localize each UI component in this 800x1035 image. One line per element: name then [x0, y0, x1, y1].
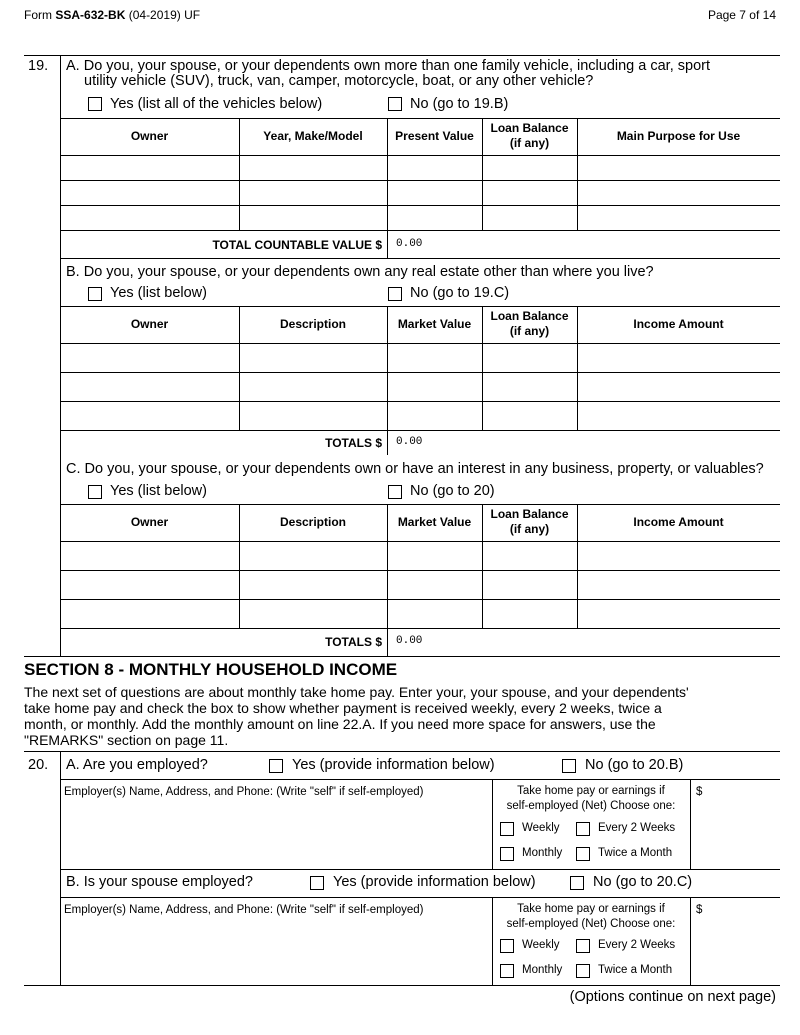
q19b-yes-checkbox[interactable] [88, 287, 102, 301]
twice-a-month-label: Twice a Month [598, 847, 673, 859]
q19c-question: C. Do you, your spouse, or your dependents own or have an interest in any business, property, or valuables? [66, 461, 764, 477]
q20a-yes-checkbox[interactable] [269, 759, 283, 773]
q20b-employer-block [60, 897, 780, 985]
pay-label: Take home pay or earnings if self-employed (Net) Choose one: [506, 785, 676, 812]
q19b-question: B. Do you, your spouse, or your dependents own any real estate other than where you live? [66, 264, 654, 280]
every-2-weeks-checkbox[interactable] [576, 822, 590, 836]
col-owner: Owner [130, 129, 169, 143]
q19a-question: A. Do you, your spouse, or your dependents own more than one family vehicle, including a car, sport [66, 58, 710, 74]
q19a-yes-label: Yes (list all of the vehicles below) [110, 96, 323, 112]
pay-label: Take home pay or earnings if self-employed (Net) Choose one: [506, 903, 676, 930]
amount-dollar-sign: $ [696, 904, 703, 916]
monthly-checkbox[interactable] [500, 847, 514, 861]
q20a-question: A. Are you employed? [66, 757, 208, 773]
form-id: Form SSA-632-BK (04-2019) UF [24, 8, 201, 22]
employer-info-label: Employer(s) Name, Address, and Phone: (Write "self" if self-employed) [64, 904, 424, 916]
col-owner: Owner [130, 515, 169, 529]
question-number: 19. [28, 58, 49, 74]
monthly-label: Monthly [522, 847, 563, 859]
q19c-yes-label: Yes (list below) [110, 483, 207, 499]
col-loan-balance: Loan Balance (if any) [490, 309, 569, 338]
every-2-weeks-checkbox[interactable] [576, 939, 590, 953]
q19b-no-checkbox[interactable] [388, 287, 402, 301]
q20b-no-checkbox[interactable] [570, 876, 584, 890]
q20a-employer-block [60, 779, 780, 869]
section-intro-line: "REMARKS" section on page 11. [24, 732, 229, 748]
q20b-question: B. Is your spouse employed? [66, 874, 253, 890]
total-value-field[interactable]: 0.00 [396, 635, 423, 647]
divider [24, 751, 780, 752]
q20a-yes-label: Yes (provide information below) [292, 757, 495, 773]
divider [24, 55, 780, 56]
section-intro-line: take home pay and check the box to show whether payment is received weekly, every 2 weeks, twice a [24, 700, 662, 716]
col-income-amount: Income Amount [633, 515, 724, 529]
total-label: TOTALS $ [325, 436, 382, 450]
col-year-make-model: Year, Make/Model [263, 129, 363, 143]
employer-info-label: Employer(s) Name, Address, and Phone: (Write "self" if self-employed) [64, 786, 424, 798]
col-description: Description [279, 317, 346, 331]
q19a-no-checkbox[interactable] [388, 97, 402, 111]
weekly-label: Weekly [522, 822, 560, 834]
q19a-vehicle-table [60, 118, 780, 258]
col-market-value: Market Value [397, 317, 472, 331]
col-main-purpose: Main Purpose for Use [616, 129, 741, 143]
total-label: TOTAL COUNTABLE VALUE $ [212, 238, 382, 252]
q19a-question-cont: utility vehicle (SUV), truck, van, camper, motorcycle, boat, or any other vehicle? [84, 73, 594, 89]
q19b-yes-label: Yes (list below) [110, 285, 207, 301]
q20a-no-label: No (go to 20.B) [585, 757, 684, 773]
question-number: 20. [28, 757, 49, 773]
q20a-no-checkbox[interactable] [562, 759, 576, 773]
col-present-value: Present Value [395, 129, 474, 143]
q19c-no-label: No (go to 20) [410, 483, 495, 499]
monthly-label: Monthly [522, 964, 563, 976]
section-title: SECTION 8 - MONTHLY HOUSEHOLD INCOME [24, 660, 398, 679]
col-description: Description [279, 515, 346, 529]
q20b-yes-checkbox[interactable] [310, 876, 324, 890]
col-market-value: Market Value [397, 515, 472, 529]
q20b-no-label: No (go to 20.C) [593, 874, 693, 890]
amount-dollar-sign: $ [696, 786, 703, 798]
section-intro-line: month, or monthly. Add the monthly amount on line 22.A. If you need more space for answers, use the [24, 716, 656, 732]
col-income-amount: Income Amount [633, 317, 724, 331]
every-2-weeks-label: Every 2 Weeks [598, 939, 676, 951]
q19b-real-estate-table [60, 306, 780, 455]
col-owner: Owner [130, 317, 169, 331]
q20b-yes-label: Yes (provide information below) [333, 874, 536, 890]
col-loan-balance: Loan Balance (if any) [490, 121, 569, 150]
col-loan-balance: Loan Balance (if any) [490, 507, 569, 536]
weekly-checkbox[interactable] [500, 822, 514, 836]
q19a-yes-checkbox[interactable] [88, 97, 102, 111]
q19c-business-table [60, 504, 780, 656]
total-value-field[interactable]: 0.00 [396, 436, 423, 448]
divider [24, 656, 780, 657]
weekly-label: Weekly [522, 939, 560, 951]
q19b-no-label: No (go to 19.C) [410, 285, 510, 301]
monthly-checkbox[interactable] [500, 964, 514, 978]
q19a-no-label: No (go to 19.B) [410, 96, 509, 112]
continue-note: (Options continue on next page) [569, 989, 776, 1005]
every-2-weeks-label: Every 2 Weeks [598, 822, 676, 834]
q19c-no-checkbox[interactable] [388, 485, 402, 499]
page-number: Page 7 of 14 [707, 8, 776, 22]
total-label: TOTALS $ [325, 635, 382, 649]
twice-a-month-label: Twice a Month [598, 964, 673, 976]
section-intro-line: The next set of questions are about monthly take home pay. Enter your, your spouse, and your dependents' [24, 684, 689, 700]
total-value-field[interactable]: 0.00 [396, 238, 423, 250]
twice-a-month-checkbox[interactable] [576, 964, 590, 978]
q19c-yes-checkbox[interactable] [88, 485, 102, 499]
weekly-checkbox[interactable] [500, 939, 514, 953]
divider [24, 985, 780, 986]
twice-a-month-checkbox[interactable] [576, 847, 590, 861]
